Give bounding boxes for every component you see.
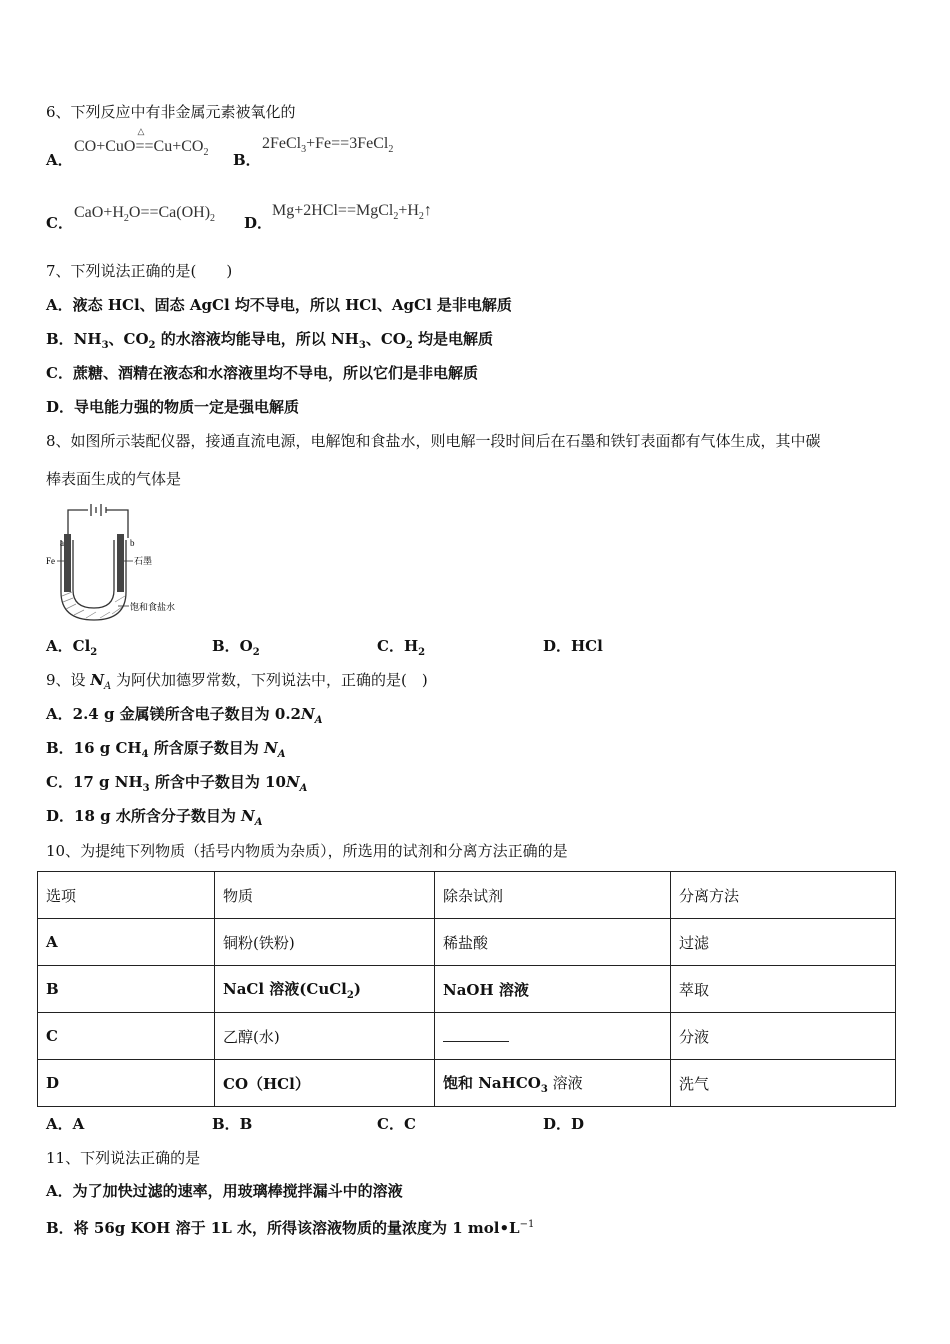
table-cell: A bbox=[38, 919, 215, 966]
table-cell: CO（HCl） bbox=[215, 1060, 435, 1107]
table-cell: 分液 bbox=[671, 1013, 896, 1060]
table-header: 分离方法 bbox=[671, 872, 896, 919]
q9-option-a: A．2.4 g 金属镁所含电子数目为 $0.2N_A$ bbox=[46, 705, 323, 726]
table-header: 选项 bbox=[38, 872, 215, 919]
table-row bbox=[38, 919, 896, 966]
q6-option-d-equation: $Mg+2HCl==MgCl_2+H_2↑$ bbox=[272, 202, 432, 223]
q7-stem: 7、下列说法正确的是( ) bbox=[46, 262, 233, 280]
q8-option-c: C．$H_2$ bbox=[377, 637, 426, 658]
label-fe: Fe bbox=[46, 556, 55, 566]
table-cell: 洗气 bbox=[671, 1060, 896, 1107]
q10-stem: 10、为提纯下列物质（括号内物质为杂质），所选用的试剂和分离方法正确的是 bbox=[46, 842, 568, 860]
q11-option-a: A．为了加快过滤的速率，用玻璃棒搅拌漏斗中的溶液 bbox=[46, 1182, 403, 1200]
q6-option-a-label: A． bbox=[46, 151, 73, 169]
q10-option-c: C．C bbox=[377, 1115, 416, 1133]
q6-option-c-equation: $CaO+H_2O==Ca(OH)_2$ bbox=[74, 204, 216, 225]
table-cell: 萃取 bbox=[671, 966, 896, 1013]
label-b: b bbox=[130, 538, 135, 548]
q10-table bbox=[37, 871, 896, 1107]
table-cell: 饱和 NaHCO$_3$ 溶液 bbox=[435, 1060, 671, 1107]
table-cell: C bbox=[38, 1013, 215, 1060]
q6-option-b-label: B． bbox=[233, 151, 261, 169]
q7-option-a: A．液态 HCl、固态 AgCl 均不导电，所以 HCl、AgCl 是非电解质 bbox=[46, 296, 512, 314]
q6-stem: 6、下列反应中有非金属元素被氧化的 bbox=[46, 103, 296, 121]
table-cell bbox=[435, 1013, 671, 1060]
table-cell: 铜粉(铁粉) bbox=[215, 919, 435, 966]
q8-option-d: D．HCl bbox=[543, 637, 603, 655]
table-cell: NaOH 溶液 bbox=[435, 966, 671, 1013]
q11-option-b: B．将 56g KOH 溶于 1L 水，所得该溶液物质的量浓度为 1 $mol•L^{-1}$ bbox=[46, 1219, 535, 1237]
q6-option-a-equation: CO+CuO△ $==Cu+CO_2$ bbox=[74, 138, 208, 158]
graphite-electrode bbox=[117, 534, 124, 592]
table-header: 除杂试剂 bbox=[435, 872, 671, 919]
q7-option-c: C．蔗糖、酒精在液态和水溶液里均不导电，所以它们是非电解质 bbox=[46, 364, 478, 382]
table-header: 物质 bbox=[215, 872, 435, 919]
electrolysis-apparatus-figure bbox=[46, 500, 196, 630]
q7-option-d: D．导电能力强的物质一定是强电解质 bbox=[46, 398, 300, 416]
table-cell: B bbox=[38, 966, 215, 1013]
q11-stem: 11、下列说法正确的是 bbox=[46, 1149, 201, 1167]
q8-option-a: A．$Cl_2$ bbox=[46, 637, 98, 658]
q9-option-d: D．18 g 水所含分子数目为 $N_A$ bbox=[46, 807, 263, 828]
q10-option-d: D．D bbox=[543, 1115, 585, 1133]
table-header-row bbox=[38, 872, 896, 919]
table-cell: D bbox=[38, 1060, 215, 1107]
q7-option-b: B．$NH_3$、$CO_2$ 的水溶液均能导电，所以 $NH_3$、$CO_2$ 均是电解质 bbox=[46, 330, 494, 351]
iron-nail-electrode bbox=[64, 534, 71, 592]
q10-option-a: A．A bbox=[46, 1115, 85, 1133]
q9-option-c: C．17 g $NH_3$ 所含中子数目为 $10N_A$ bbox=[46, 773, 308, 794]
blank-line bbox=[443, 1027, 509, 1042]
q8-stem-line1: 8、如图所示装配仪器，接通直流电源，电解饱和食盐水，则电解一段时间后在石墨和铁钉表面都有气体生成，其中碳 bbox=[46, 432, 821, 450]
q10-option-b: B．B bbox=[212, 1115, 253, 1133]
table-cell: NaCl 溶液(CuCl$_2$) bbox=[215, 966, 435, 1013]
table-cell: 过滤 bbox=[671, 919, 896, 966]
table-row bbox=[38, 1060, 896, 1107]
q8-stem-line2: 棒表面生成的气体是 bbox=[46, 470, 182, 488]
label-a: a bbox=[60, 538, 64, 548]
table-row bbox=[38, 966, 896, 1013]
label-saturated-brine: 饱和食盐水 bbox=[130, 603, 176, 613]
table-row bbox=[38, 1013, 896, 1060]
q6-option-c-label: C． bbox=[46, 214, 73, 232]
q9-stem: 9、设 $N_A$ 为阿伏加德罗常数，下列说法中，正确的是( ) bbox=[46, 671, 428, 692]
q8-option-b: B．$O_2$ bbox=[212, 637, 260, 658]
q6-option-d-label: D． bbox=[244, 214, 273, 232]
q6-option-b-equation: 2FeCl$_3$+Fe==3FeCl$_2$ bbox=[262, 135, 394, 156]
table-cell: 乙醇(水) bbox=[215, 1013, 435, 1060]
table-cell: 稀盐酸 bbox=[435, 919, 671, 966]
q9-option-b: B．16 g $CH_4$ 所含原子数目为 $N_A$ bbox=[46, 739, 286, 760]
label-graphite: 石墨 bbox=[134, 557, 153, 567]
